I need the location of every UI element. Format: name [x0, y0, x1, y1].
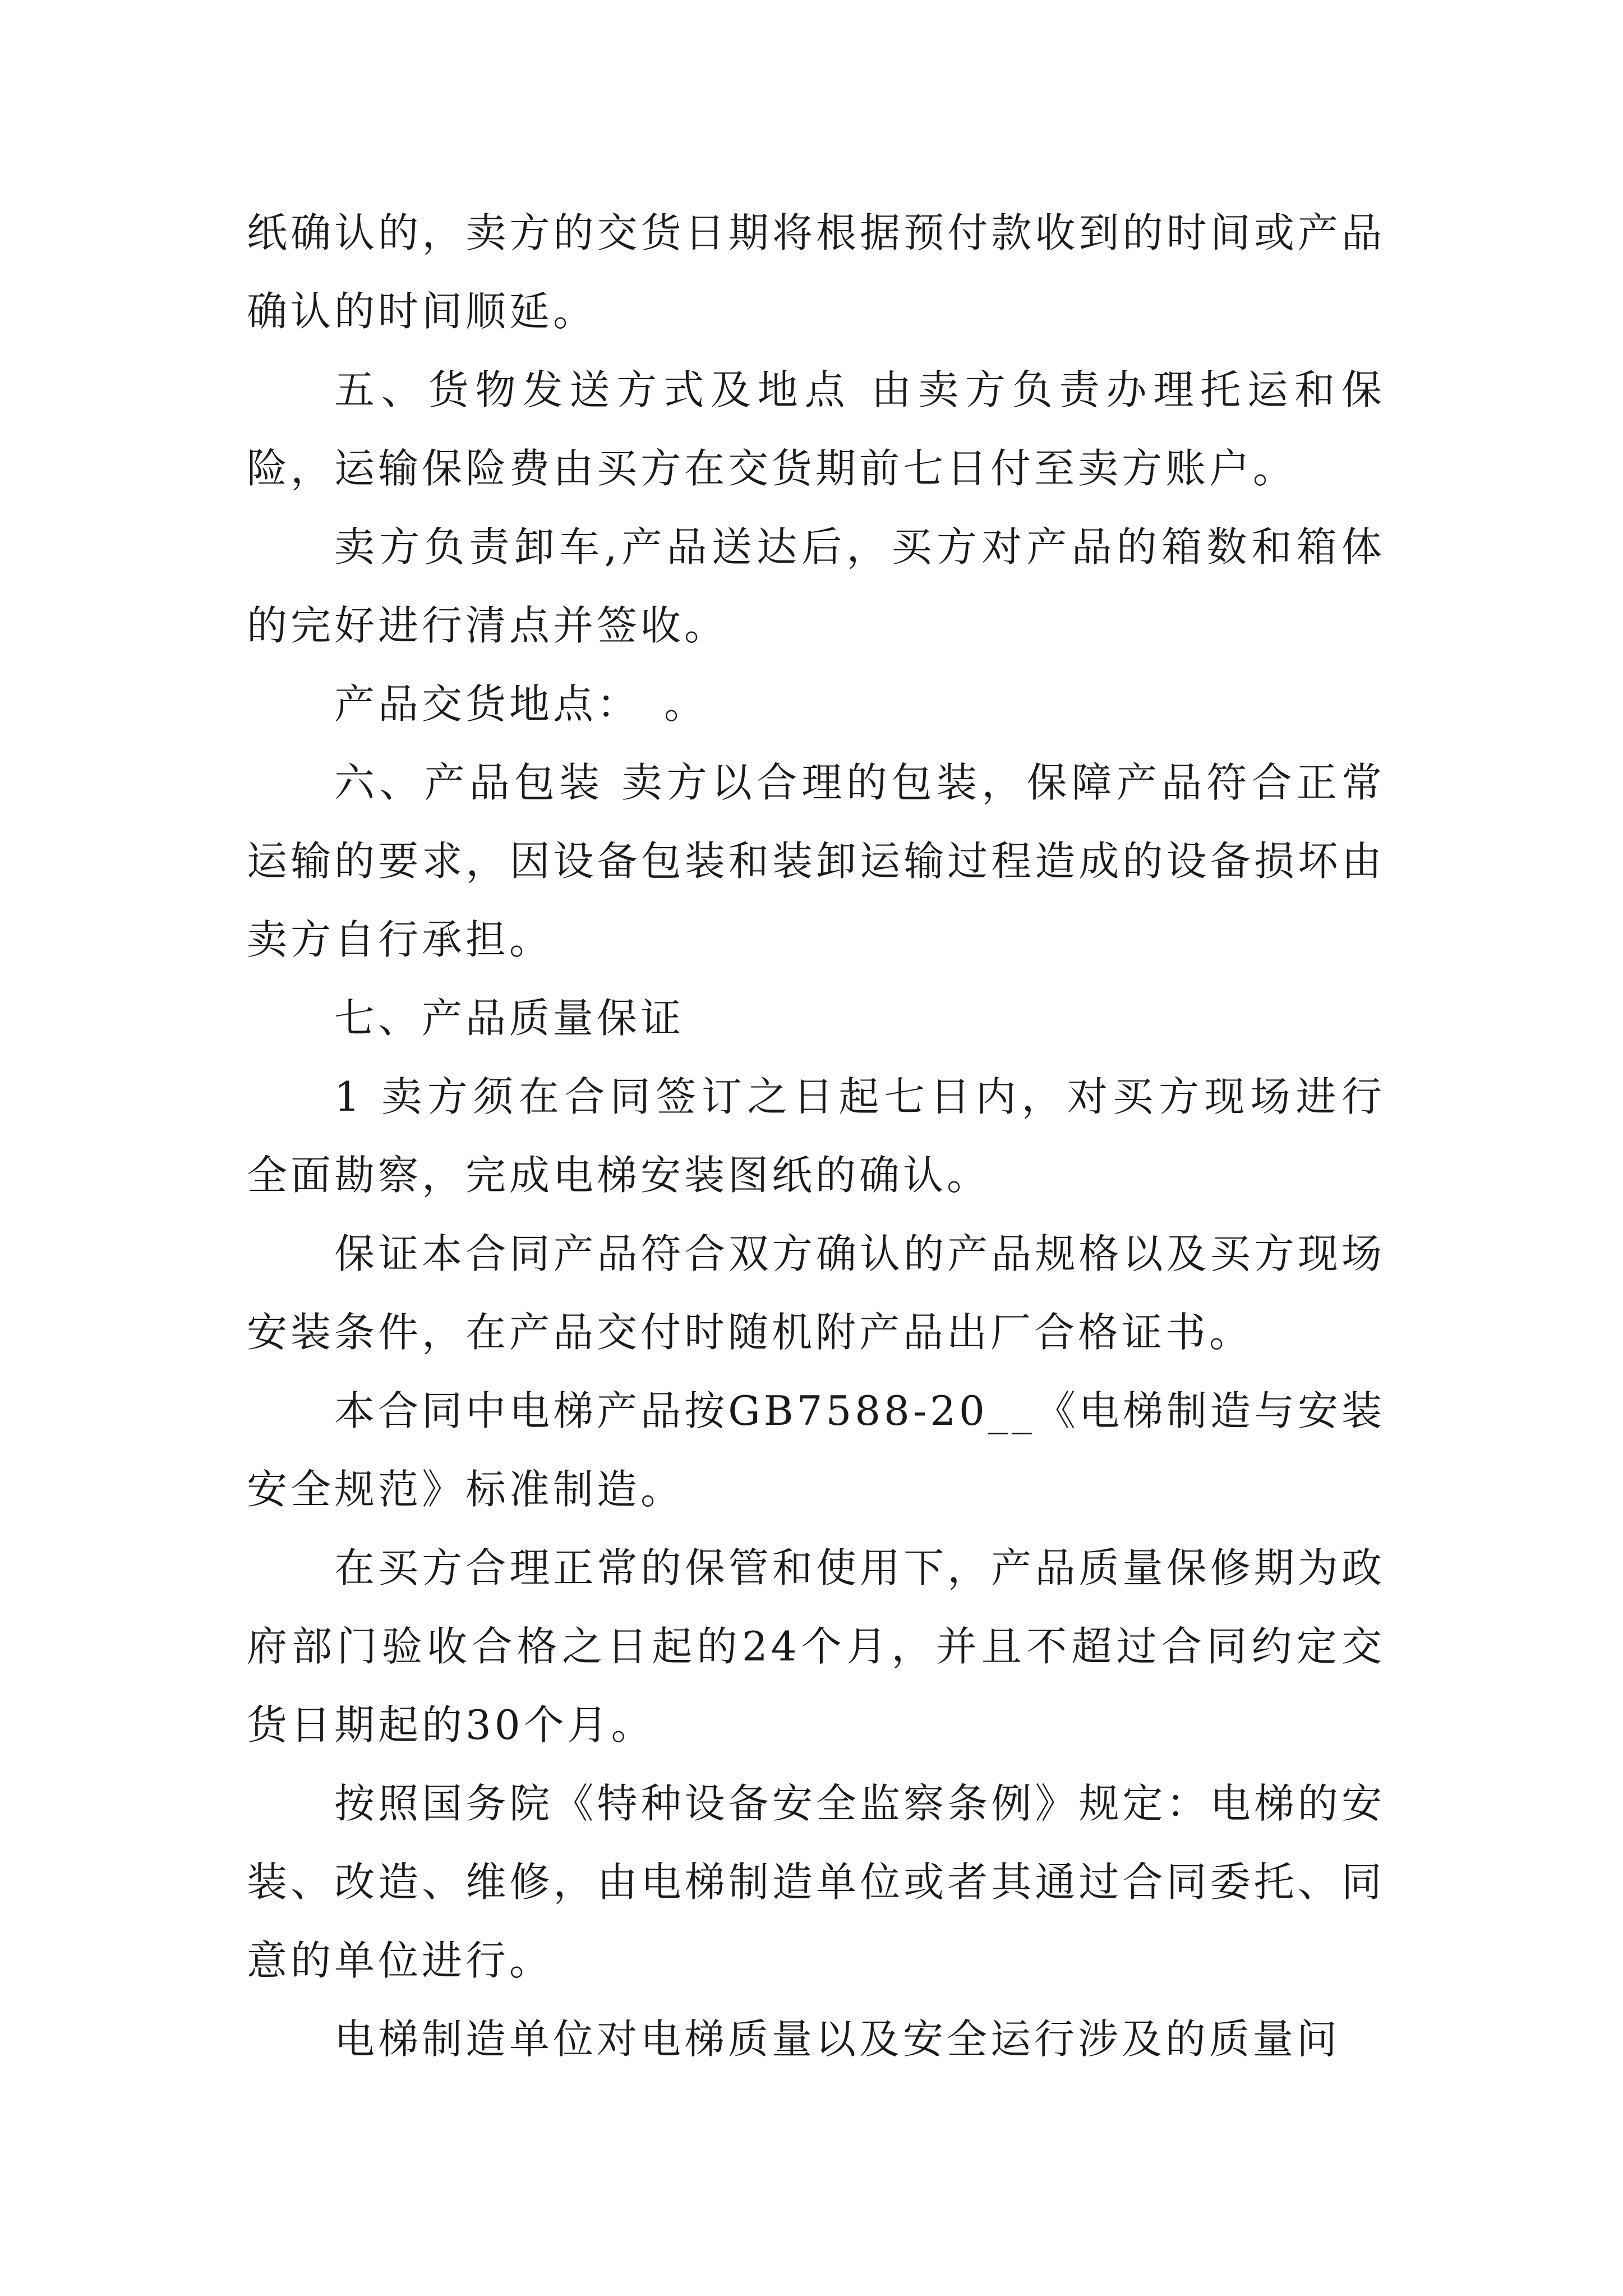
paragraph-2: 五、货物发送方式及地点 由卖方负责办理托运和保险，运输保险费由买方在交货期前七日付至卖方账户。 [247, 366, 1385, 492]
paragraph-6: 七、产品质量保证 [334, 995, 685, 1042]
paragraph-4: 产品交货地点： 。 [334, 680, 708, 728]
paragraph-3: 卖方负责卸车,产品送达后，买方对产品的箱数和箱体的完好进行清点并签收。 [247, 523, 1385, 649]
paragraph-12: 电梯制造单位对电梯质量以及安全运行涉及的质量问 [334, 2016, 1341, 2063]
paragraph-10: 在买方合理正常的保管和使用下，产品质量保修期为政府部门验收合格之日起的24个月，并且不超过合同约定交货日期起的30个月。 [247, 1544, 1385, 1749]
paragraph-11: 按照国务院《特种设备安全监察条例》规定：电梯的安装、改造、维修，由电梯制造单位或者其通过合同委托、同意的单位进行。 [247, 1780, 1385, 1984]
document-body [247, 194, 1385, 2078]
paragraph-1: 纸确认的，卖方的交货日期将根据预付款收到的时间或产品确认的时间顺延。 [247, 209, 1385, 335]
paragraph-8: 保证本合同产品符合双方确认的产品规格以及买方现场安装条件，在产品交付时随机附产品出厂合格证书。 [247, 1230, 1385, 1356]
paragraph-9: 本合同中电梯产品按GB7588-20__《电梯制造与安装安全规范》标准制造。 [247, 1387, 1385, 1513]
paragraph-7: 1 卖方须在合同签订之日起七日内，对买方现场进行全面勘察，完成电梯安装图纸的确认。 [247, 1073, 1385, 1199]
paragraph-5: 六、产品包装 卖方以合理的包装，保障产品符合正常运输的要求，因设备包装和装卸运输过程造成的设备损坏由卖方自行承担。 [247, 759, 1385, 963]
